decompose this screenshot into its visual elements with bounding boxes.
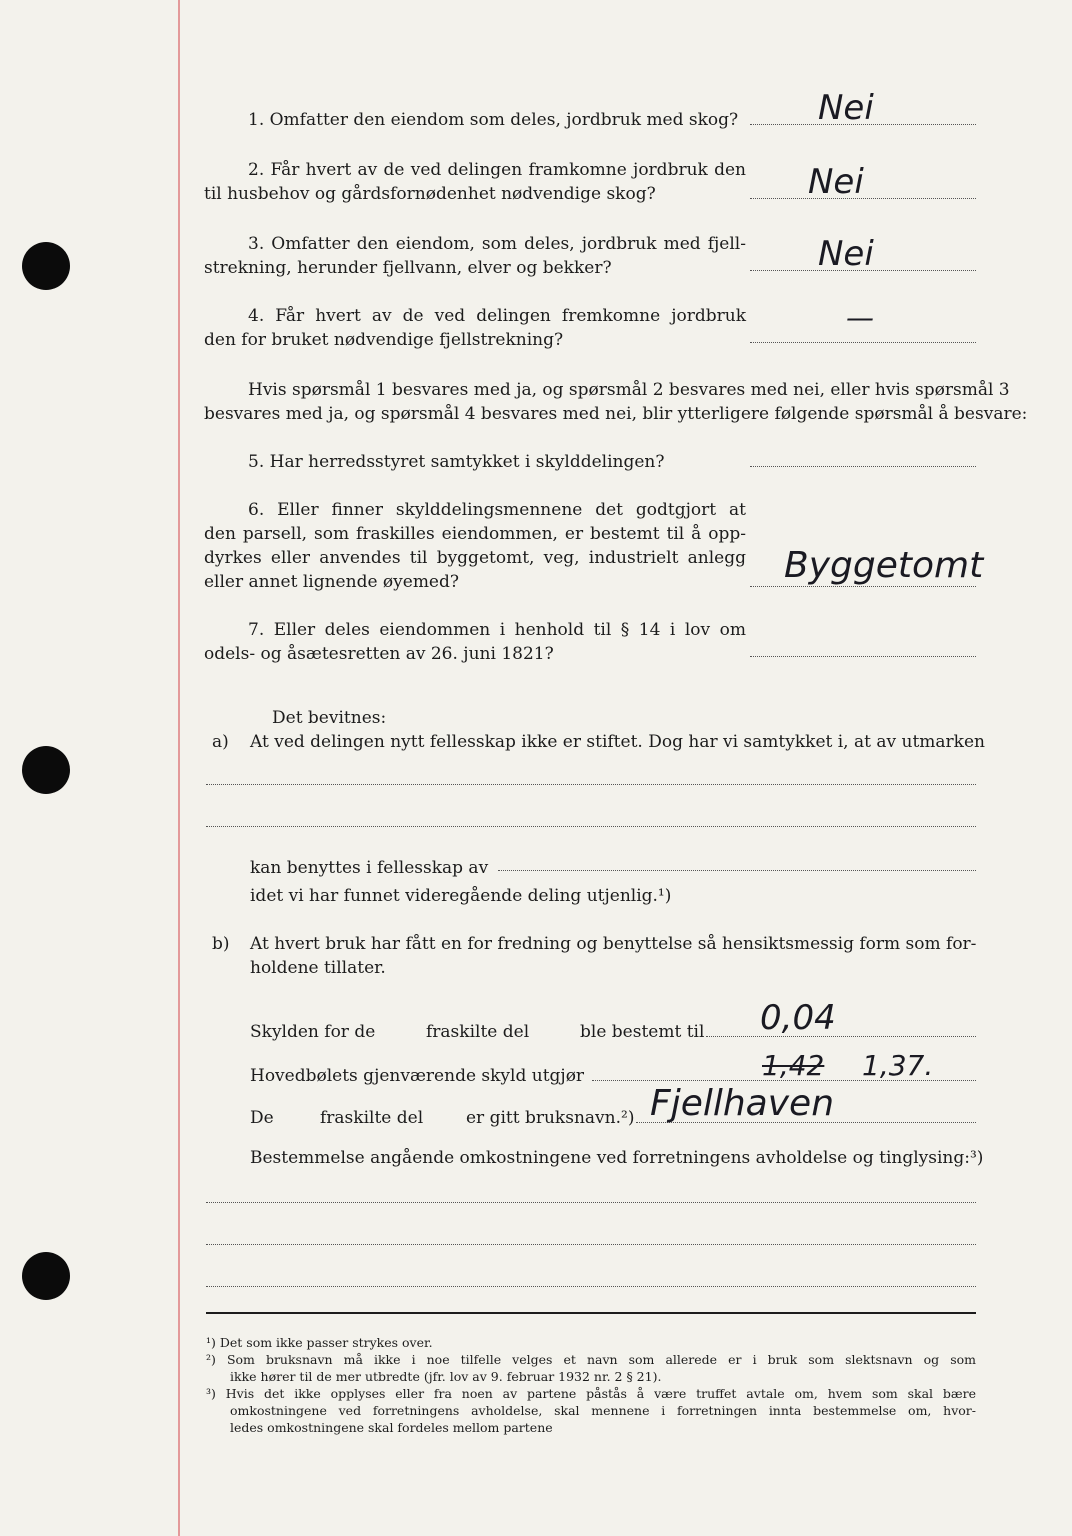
question-3-cont: strekning, herunder fjellvann, elver og bekker?: [204, 258, 612, 278]
skyld-label-part: ble bestemt til: [580, 1022, 705, 1042]
fill-line: [206, 1286, 976, 1287]
footnote-separator: [206, 1312, 976, 1314]
name-label-part: fraskilte del: [320, 1108, 424, 1128]
item-a-marker: a): [212, 732, 229, 752]
costs-label: Bestemmelse angående omkostningene ved forretningens avholdelse og tinglysing:³): [250, 1148, 984, 1168]
answer-line: [750, 586, 976, 587]
item-b-marker: b): [212, 934, 230, 954]
answer-4: —: [846, 301, 874, 334]
item-a-text: At ved delingen nytt fellesskap ikke er stiftet. Dog har vi samtykket i, at av utmarken: [250, 732, 985, 752]
footnote-3-cont: ledes omkostningene skal fordeles mellom partene: [230, 1420, 553, 1435]
testimony-heading: Det bevitnes:: [272, 708, 387, 728]
fill-line: [206, 1202, 976, 1203]
question-1: 1. Omfatter den eiendom som deles, jordbruk med skog?: [248, 110, 739, 130]
fill-line: [706, 1036, 976, 1037]
fill-line: [206, 784, 976, 785]
punch-hole: [22, 242, 70, 290]
hoved-struck-value: 1,42: [762, 1049, 825, 1082]
name-label: De: [250, 1108, 274, 1128]
answer-line: [750, 466, 976, 467]
question-7-cont: odels- og åsætesretten av 26. juni 1821?: [204, 644, 554, 664]
question-6: 6. Eller finner skylddelingsmennene det godtgjort at: [248, 500, 746, 520]
question-5: 5. Har herredsstyret samtykket i skylddelingen?: [248, 452, 665, 472]
skyld-value: 0,04: [760, 998, 836, 1038]
punch-hole: [22, 746, 70, 794]
question-2-cont: til husbehov og gårdsfornødenhet nødvendige skog?: [204, 184, 656, 204]
question-2: 2. Får hvert av de ved delingen framkomne jordbruk den: [248, 160, 746, 180]
question-6-cont: den parsell, som fraskilles eiendommen, er bestemt til å opp-: [204, 524, 746, 544]
answer-3: Nei: [818, 234, 874, 274]
question-6-cont: dyrkes eller anvendes til byggetomt, veg, industrielt anlegg: [204, 548, 746, 568]
answer-line: [750, 342, 976, 343]
condition-text: Hvis spørsmål 1 besvares med ja, og spørsmål 2 besvares med nei, eller hvis spørsmål 3: [248, 380, 1010, 400]
fill-line: [206, 826, 976, 827]
name-label-part: er gitt bruksnavn.²): [466, 1108, 635, 1128]
answer-line: [750, 656, 976, 657]
question-4-cont: den for bruket nødvendige fjellstrekning?: [204, 330, 564, 350]
footnote-3: ³) Hvis det ikke opplyses eller fra noen av partene påstås å være truffet avtale om, hvem som skal bære: [206, 1386, 976, 1401]
item-a-reason: idet vi har funnet videregående deling utjenlig.¹): [250, 886, 672, 906]
answer-6: Byggetomt: [784, 545, 984, 586]
punch-hole: [22, 1252, 70, 1300]
answer-1: Nei: [818, 88, 874, 128]
fill-line: [498, 870, 976, 871]
footnote-3-cont: omkostningene ved forretningens avholdelse, skal mennene i forretningen innta bestemmelse om, hvor-: [230, 1403, 976, 1418]
fill-line: [206, 1244, 976, 1245]
footnote-2-cont: ikke hører til de mer utbredte (jfr. lov av 9. februar 1932 nr. 2 § 21).: [230, 1369, 662, 1384]
footnote-2: ²) Som bruksnavn må ikke i noe tilfelle velges et navn som allerede er i bruk som slektsnavn og som: [206, 1352, 976, 1367]
skyld-label-part: fraskilte del: [426, 1022, 530, 1042]
name-value: Fjellhaven: [650, 1083, 835, 1124]
question-7: 7. Eller deles eiendommen i henhold til § 14 i lov om: [248, 620, 746, 640]
question-6-cont: eller annet lignende øyemed?: [204, 572, 459, 592]
question-3: 3. Omfatter den eiendom, som deles, jordbruk med fjell-: [248, 234, 746, 254]
item-a-shared: kan benyttes i fellesskap av: [250, 858, 489, 878]
hoved-label: Hovedbølets gjenværende skyld utgjør: [250, 1066, 585, 1086]
question-4: 4. Får hvert av de ved delingen fremkomne jordbruk: [248, 306, 746, 326]
skyld-label: Skylden for de: [250, 1022, 376, 1042]
margin-rule: [178, 0, 180, 1536]
item-b-text-cont: holdene tillater.: [250, 958, 386, 978]
item-b-text: At hvert bruk har fått en for fredning og benyttelse så hensiktsmessig form som for-: [250, 934, 977, 954]
footnote-1: ¹) Det som ikke passer strykes over.: [206, 1335, 433, 1350]
answer-2: Nei: [808, 162, 864, 202]
hoved-value: 1,37.: [862, 1049, 934, 1082]
condition-text-cont: besvares med ja, og spørsmål 4 besvares med nei, blir ytterligere følgende spørsmål å besvare:: [204, 404, 1028, 424]
